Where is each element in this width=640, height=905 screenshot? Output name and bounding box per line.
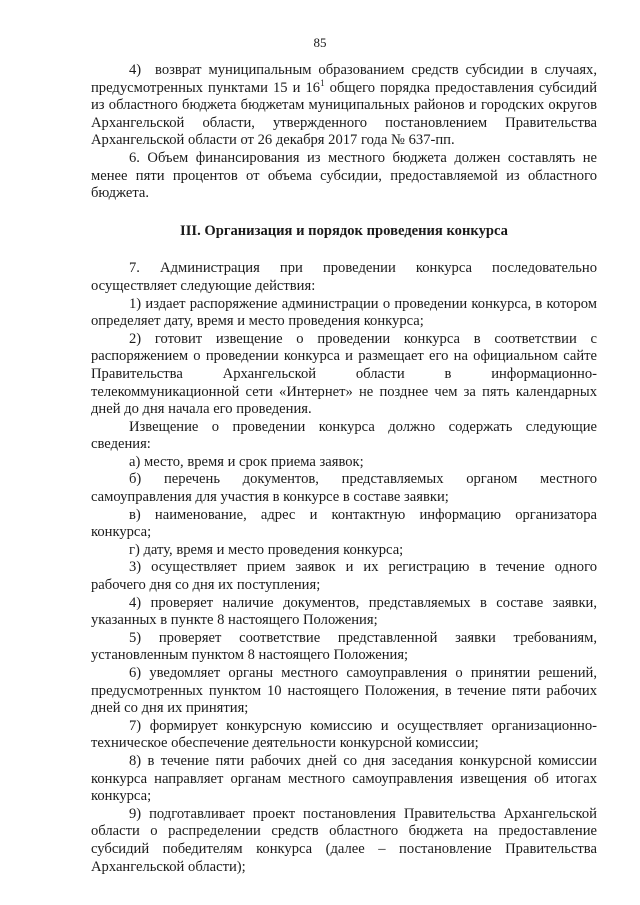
paragraph: г) дату, время и место проведения конкурса; [129,541,404,558]
paragraph: 5) проверяет соответствие представленной заявки требованиям, установленным пунктом 8 настоящего Положения; [91,629,597,664]
paragraph: 3) осуществляет прием заявок и их регистрацию в течение одного рабочего дня со дня их поступления; [91,559,597,594]
paragraph: 9) подготавливает проект постановления Правительства Архангельской области о распределении средств областного бюджета на предоставление субсидий победителям конкурса (далее – постановление Правительства Архангельской области); [91,805,597,875]
paragraph: а) место, время и срок приема заявок; [129,453,364,470]
paragraph-list [91,260,597,876]
superscript: 1 [320,77,325,88]
document-body [91,62,597,876]
paragraph: 6) уведомляет органы местного самоуправления о принятии решений, предусмотренных пунктом 10 настоящего Положения, в течение пяти рабочих дней со дня их принятия; [91,665,597,717]
paragraph: 4) проверяет наличие документов, представляемых в составе заявки, указанных в пункте 8 настоящего Положения; [91,594,597,629]
paragraph: б) перечень документов, представляемых органом местного самоуправления для участия в конкурсе в составе заявки; [91,471,597,506]
paragraph: 7) формирует конкурсную комиссию и осуществляет организационно-техническое обеспечение деятельности конкурсной комиссии; [91,717,597,752]
page-number: 85 [313,35,327,50]
paragraph: Извещение о проведении конкурса должно содержать следующие сведения: [91,418,597,453]
paragraph: 8) в течение пяти рабочих дней со дня заседания конкурсной комиссии конкурса направляет органам местного самоуправления извещения об итогах конкурса; [91,752,597,805]
paragraph: 2) готовит извещение о проведении конкурса в соответствии с распоряжением о проведении конкурса и размещает его на официальном сайте Правительства Архангельской области в информационно-телекоммуникационной сети «Интернет» не позднее чем за пять календарных дней до дня начала его проведения. [91,330,597,418]
paragraph: в) наименование, адрес и контактную информацию организатора конкурса; [91,506,597,541]
paragraph: 1) издает распоряжение администрации о проведении конкурса, в котором определяет дату, время и место проведения конкурса; [91,295,597,330]
section-heading: III. Организация и порядок проведения конкурса [180,222,508,239]
paragraph-item-4 [91,62,597,150]
paragraph-text: 4) возврат муниципальным образованием средств субсидии в случаях, предусмотренных пунктами 15 и 16 [91,62,597,96]
paragraph-text: общего порядка предоставления субсидий из областного бюджета бюджетам муниципальных районов и городских округов Архангельской области, утвержденного постановлением Правительства Архангельской области от 26 декабря 2017 года № 637-пп. [91,79,598,149]
paragraph: 7. Администрация при проведении конкурса последовательно осуществляет следующие действия: [91,260,597,294]
paragraph-item-6: 6. Объем финансирования из местного бюджета должен составлять не менее пяти процентов от объема субсидии, предоставляемой из областного бюджета. [91,149,597,202]
